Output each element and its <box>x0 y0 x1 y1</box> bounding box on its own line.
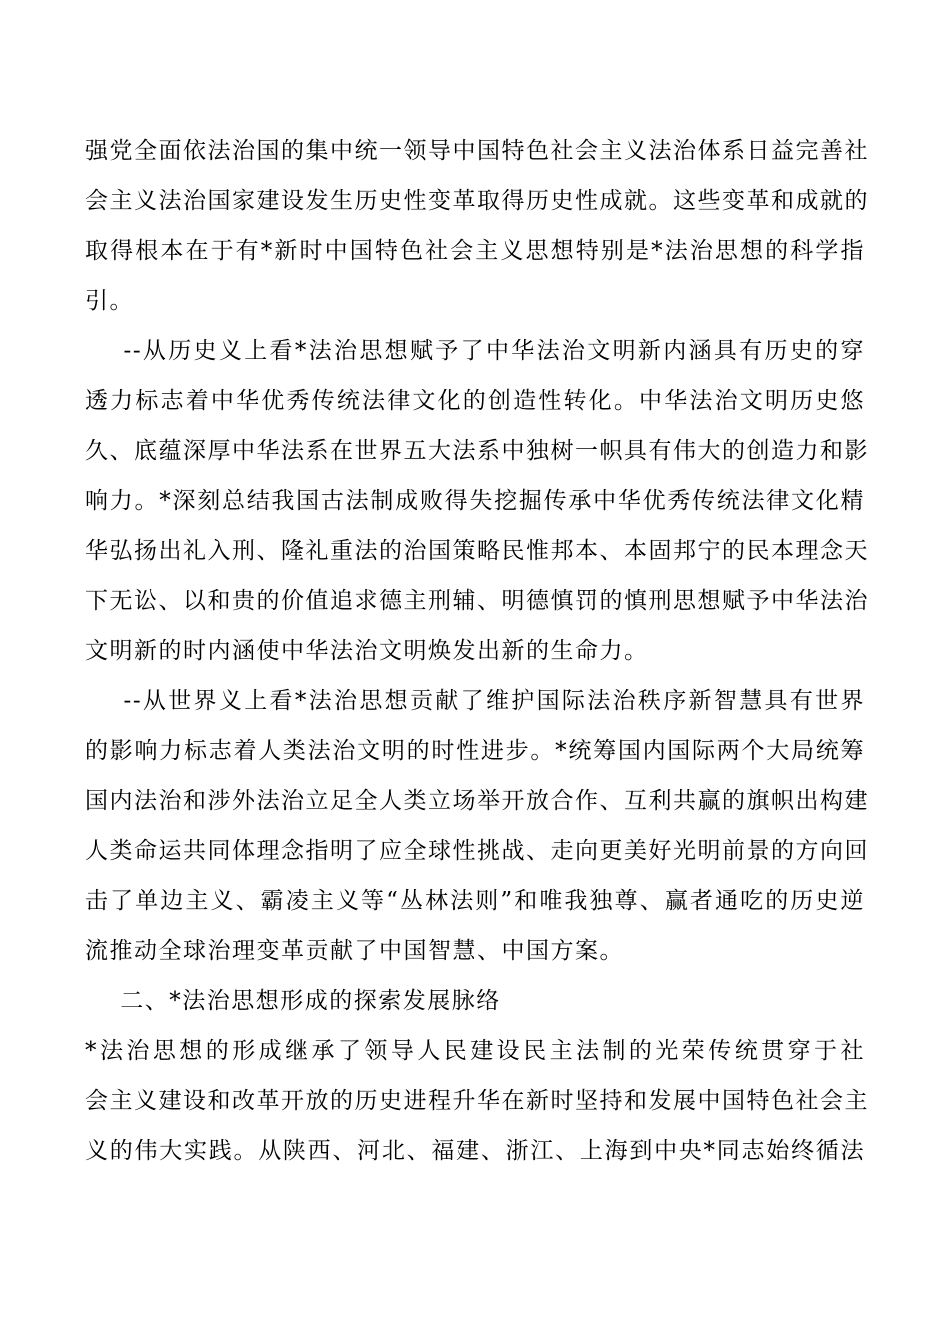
paragraph-intro-continuation <box>85 126 869 326</box>
section-heading-2 <box>85 976 865 1026</box>
paragraph-formation <box>85 1026 869 1176</box>
text-line: --从历史义上看*法治思想赋予了中华法治文明新内涵具有历史的穿 <box>85 338 865 364</box>
text-line: 取得根本在于有*新时中国特色社会主义思想特别是*法治思想的科学指 <box>85 238 865 264</box>
paragraph-historical-significance <box>85 326 869 676</box>
text-line: 久、底蕴深厚中华法系在世界五大法系中独树一帜具有伟大的创造力和影 <box>85 438 869 464</box>
text-line: 流推动全球治理变革贡献了中国智慧、中国方案。 <box>85 938 624 964</box>
text-line: *法治思想的形成继承了领导人民建设民主法制的光荣传统贯穿于社 <box>85 1038 865 1064</box>
text-line: 会主义建设和改革开放的历史进程升华在新时坚持和发展中国特色社会主 <box>85 1088 869 1114</box>
text-line: 强党全面依法治国的集中统一领导中国特色社会主义法治体系日益完善社 <box>85 138 869 164</box>
section-heading-text: 二、*法治思想形成的探索发展脉络 <box>85 988 501 1014</box>
text-line: --从世界义上看*法治思想贡献了维护国际法治秩序新智慧具有世界 <box>85 688 865 714</box>
text-line: 引。 <box>85 288 134 314</box>
text-line: 下无讼、以和贵的价值追求德主刑辅、明德慎罚的慎刑思想赋予中华法治 <box>85 588 869 614</box>
text-line: 义的伟大实践。从陕西、河北、福建、浙江、上海到中央*同志始终循法 <box>85 1138 865 1164</box>
text-line: 华弘扬出礼入刑、隆礼重法的治国策略民惟邦本、本固邦宁的民本理念天 <box>85 538 869 564</box>
text-line: 会主义法治国家建设发生历史性变革取得历史性成就。这些变革和成就的 <box>85 188 869 214</box>
text-line: 透力标志着中华优秀传统法律文化的创造性转化。中华法治文明历史悠 <box>85 388 865 414</box>
document-body <box>85 126 869 1176</box>
text-line: 文明新的时内涵使中华法治文明焕发出新的生命力。 <box>85 638 649 664</box>
paragraph-world-significance <box>85 676 869 976</box>
text-line: 击了单边主义、霸凌主义等“丛林法则”和唯我独尊、赢者通吃的历史逆 <box>85 888 865 914</box>
text-line: 响力。*深刻总结我国古法制成败得失挖掘传承中华优秀传统法律文化精 <box>85 488 865 514</box>
text-line: 国内法治和涉外法治立足全人类立场举开放合作、互利共赢的旗帜出构建 <box>85 788 869 814</box>
text-line: 的影响力标志着人类法治文明的时性进步。*统筹国内国际两个大局统筹 <box>85 738 865 764</box>
text-line: 人类命运共同体理念指明了应全球性挑战、走向更美好光明前景的方向回 <box>85 838 869 864</box>
